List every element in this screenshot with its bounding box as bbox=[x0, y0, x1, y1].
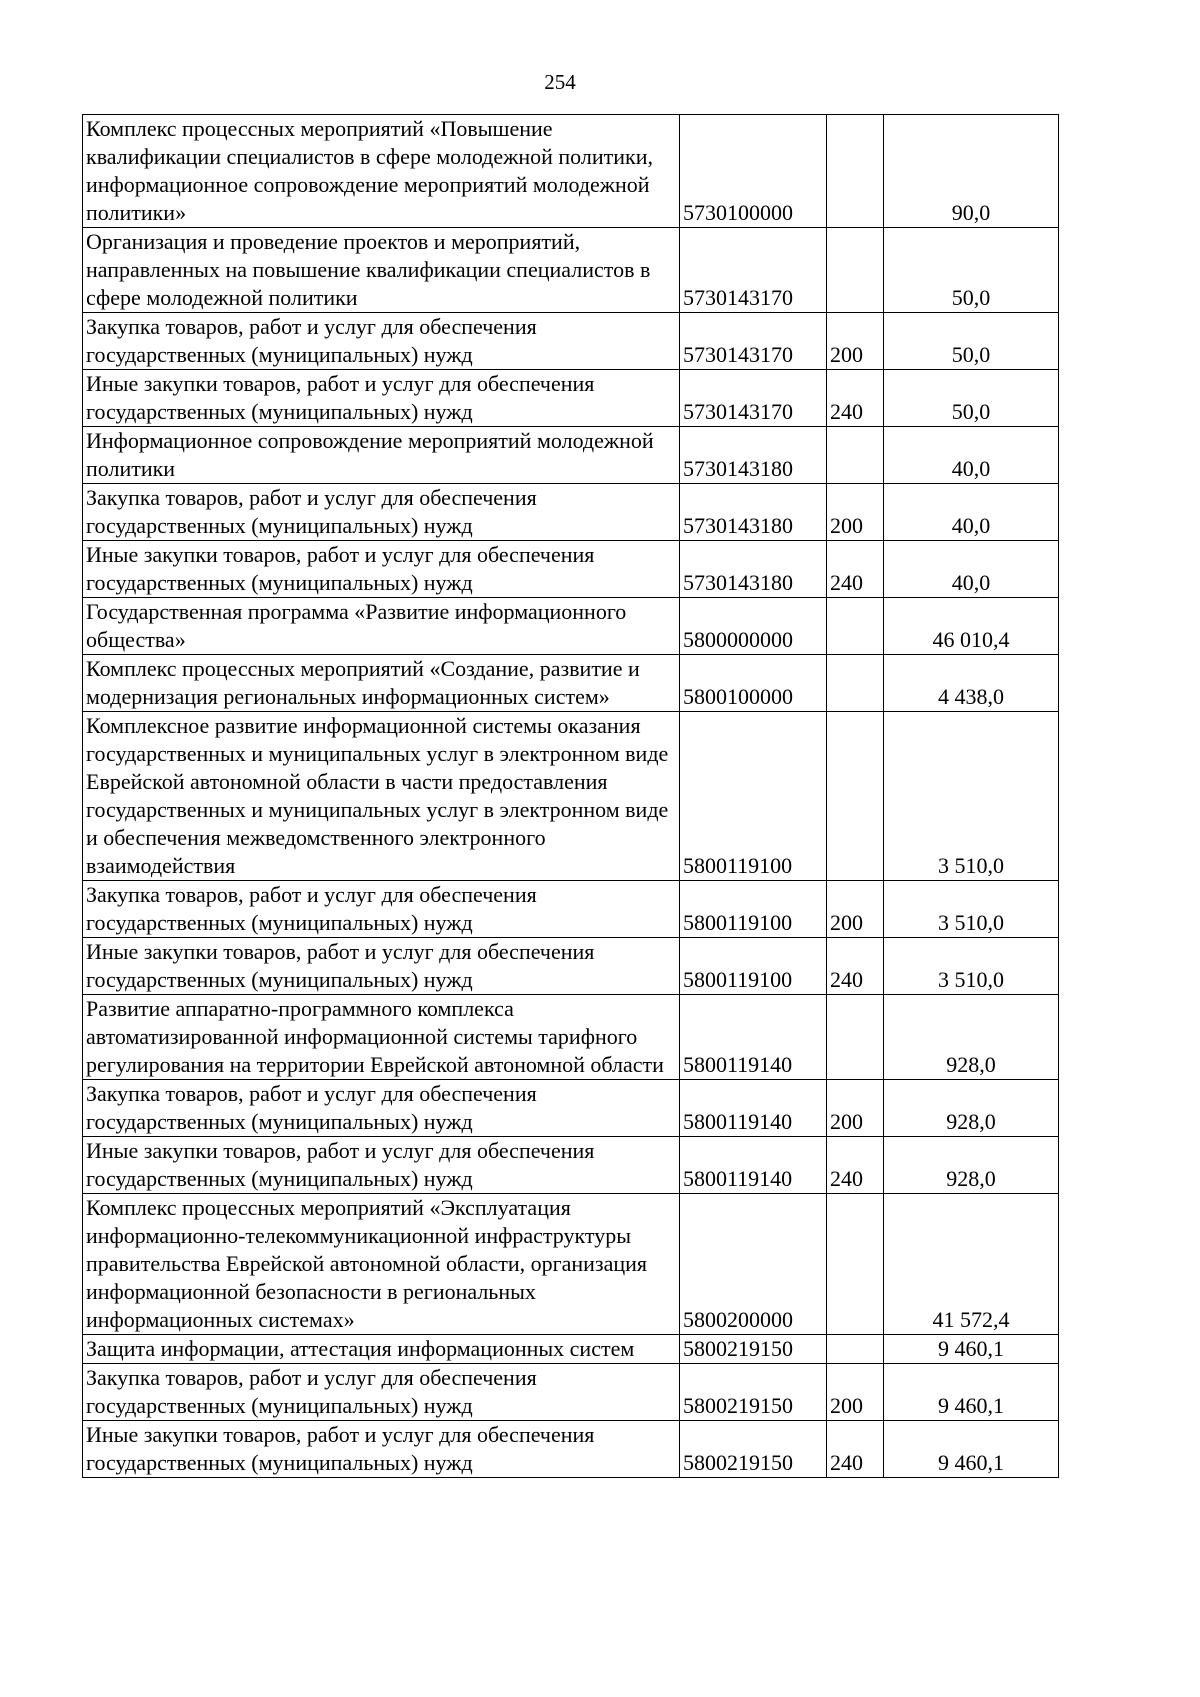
target-code-cell: 5800200000 bbox=[680, 1194, 827, 1335]
expense-type-cell: 200 bbox=[827, 1080, 884, 1137]
target-code-cell: 5800119140 bbox=[680, 1080, 827, 1137]
target-code-cell: 5800119100 bbox=[680, 881, 827, 938]
budget-table-body bbox=[83, 115, 1059, 1478]
item-name-cell: Закупка товаров, работ и услуг для обеспечения государственных (муниципальных) нужд bbox=[83, 881, 680, 938]
amount-cell: 46 010,4 bbox=[884, 598, 1059, 655]
table-row bbox=[83, 370, 1059, 427]
expense-type-cell bbox=[827, 1194, 884, 1335]
table-row bbox=[83, 541, 1059, 598]
expense-type-cell: 240 bbox=[827, 1137, 884, 1194]
amount-cell: 40,0 bbox=[884, 427, 1059, 484]
target-code-cell: 5730100000 bbox=[680, 115, 827, 228]
item-name-cell: Закупка товаров, работ и услуг для обеспечения государственных (муниципальных) нужд bbox=[83, 1080, 680, 1137]
item-name-cell: Иные закупки товаров, работ и услуг для обеспечения государственных (муниципальных) нужд bbox=[83, 370, 680, 427]
expense-type-cell bbox=[827, 712, 884, 881]
expense-type-cell bbox=[827, 427, 884, 484]
target-code-cell: 5800100000 bbox=[680, 655, 827, 712]
amount-cell: 928,0 bbox=[884, 1080, 1059, 1137]
amount-cell: 50,0 bbox=[884, 228, 1059, 313]
table-row bbox=[83, 1421, 1059, 1478]
target-code-cell: 5800000000 bbox=[680, 598, 827, 655]
amount-cell: 40,0 bbox=[884, 484, 1059, 541]
item-name-cell: Закупка товаров, работ и услуг для обеспечения государственных (муниципальных) нужд bbox=[83, 313, 680, 370]
target-code-cell: 5800219150 bbox=[680, 1421, 827, 1478]
amount-cell: 4 438,0 bbox=[884, 655, 1059, 712]
target-code-cell: 5730143180 bbox=[680, 427, 827, 484]
table-row bbox=[83, 655, 1059, 712]
item-name-cell: Информационное сопровождение мероприятий молодежной политики bbox=[83, 427, 680, 484]
expense-type-cell: 200 bbox=[827, 881, 884, 938]
item-name-cell: Комплексное развитие информационной системы оказания государственных и муниципальных услуг в электронном виде Еврейской автономной области в части предоставления государственных и муниципальных услуг в электронном виде и обеспечения межведомственного электронного взаимодействия bbox=[83, 712, 680, 881]
expense-type-cell bbox=[827, 115, 884, 228]
table-row bbox=[83, 427, 1059, 484]
expense-type-cell: 240 bbox=[827, 1421, 884, 1478]
amount-cell: 9 460,1 bbox=[884, 1364, 1059, 1421]
table-row bbox=[83, 484, 1059, 541]
item-name-cell: Закупка товаров, работ и услуг для обеспечения государственных (муниципальных) нужд bbox=[83, 1364, 680, 1421]
table-row bbox=[83, 313, 1059, 370]
target-code-cell: 5800219150 bbox=[680, 1364, 827, 1421]
amount-cell: 41 572,4 bbox=[884, 1194, 1059, 1335]
expense-type-cell bbox=[827, 598, 884, 655]
table-row bbox=[83, 1080, 1059, 1137]
budget-table bbox=[82, 114, 1059, 1478]
item-name-cell: Государственная программа «Развитие информационного общества» bbox=[83, 598, 680, 655]
item-name-cell: Развитие аппаратно-программного комплекса автоматизированной информационной системы тарифного регулирования на территории Еврейской автономной области bbox=[83, 995, 680, 1080]
table-row bbox=[83, 712, 1059, 881]
target-code-cell: 5730143180 bbox=[680, 541, 827, 598]
expense-type-cell: 240 bbox=[827, 370, 884, 427]
expense-type-cell bbox=[827, 995, 884, 1080]
amount-cell: 9 460,1 bbox=[884, 1335, 1059, 1364]
item-name-cell: Комплекс процессных мероприятий «Повышение квалификации специалистов в сфере молодежной политики, информационное сопровождение мероприятий молодежной политики» bbox=[83, 115, 680, 228]
amount-cell: 9 460,1 bbox=[884, 1421, 1059, 1478]
amount-cell: 3 510,0 bbox=[884, 712, 1059, 881]
target-code-cell: 5800219150 bbox=[680, 1335, 827, 1364]
item-name-cell: Иные закупки товаров, работ и услуг для обеспечения государственных (муниципальных) нужд bbox=[83, 1421, 680, 1478]
expense-type-cell: 240 bbox=[827, 541, 884, 598]
table-row bbox=[83, 1335, 1059, 1364]
table-row bbox=[83, 115, 1059, 228]
target-code-cell: 5730143170 bbox=[680, 313, 827, 370]
item-name-cell: Иные закупки товаров, работ и услуг для обеспечения государственных (муниципальных) нужд bbox=[83, 938, 680, 995]
amount-cell: 40,0 bbox=[884, 541, 1059, 598]
item-name-cell: Закупка товаров, работ и услуг для обеспечения государственных (муниципальных) нужд bbox=[83, 484, 680, 541]
table-row bbox=[83, 598, 1059, 655]
item-name-cell: Комплекс процессных мероприятий «Эксплуатация информационно-телекоммуникационной инфраструктуры правительства Еврейской автономной области, организация информационной безопасности в региональных информационных системах» bbox=[83, 1194, 680, 1335]
expense-type-cell bbox=[827, 1335, 884, 1364]
table-row bbox=[83, 938, 1059, 995]
expense-type-cell: 200 bbox=[827, 1364, 884, 1421]
item-name-cell: Комплекс процессных мероприятий «Создание, развитие и модернизация региональных информационных систем» bbox=[83, 655, 680, 712]
expense-type-cell: 240 bbox=[827, 938, 884, 995]
expense-type-cell bbox=[827, 228, 884, 313]
amount-cell: 928,0 bbox=[884, 1137, 1059, 1194]
amount-cell: 928,0 bbox=[884, 995, 1059, 1080]
table-row bbox=[83, 1137, 1059, 1194]
table-row bbox=[83, 881, 1059, 938]
target-code-cell: 5800119100 bbox=[680, 938, 827, 995]
target-code-cell: 5730143180 bbox=[680, 484, 827, 541]
item-name-cell: Иные закупки товаров, работ и услуг для обеспечения государственных (муниципальных) нужд bbox=[83, 541, 680, 598]
amount-cell: 3 510,0 bbox=[884, 938, 1059, 995]
target-code-cell: 5730143170 bbox=[680, 228, 827, 313]
amount-cell: 90,0 bbox=[884, 115, 1059, 228]
expense-type-cell: 200 bbox=[827, 313, 884, 370]
item-name-cell: Организация и проведение проектов и мероприятий, направленных на повышение квалификации специалистов в сфере молодежной политики bbox=[83, 228, 680, 313]
expense-type-cell bbox=[827, 655, 884, 712]
target-code-cell: 5730143170 bbox=[680, 370, 827, 427]
target-code-cell: 5800119140 bbox=[680, 1137, 827, 1194]
page-number: 254 bbox=[544, 70, 576, 94]
amount-cell: 50,0 bbox=[884, 313, 1059, 370]
table-row bbox=[83, 1364, 1059, 1421]
table-row bbox=[83, 995, 1059, 1080]
item-name-cell: Иные закупки товаров, работ и услуг для обеспечения государственных (муниципальных) нужд bbox=[83, 1137, 680, 1194]
item-name-cell: Защита информации, аттестация информационных систем bbox=[83, 1335, 680, 1364]
target-code-cell: 5800119100 bbox=[680, 712, 827, 881]
amount-cell: 50,0 bbox=[884, 370, 1059, 427]
amount-cell: 3 510,0 bbox=[884, 881, 1059, 938]
target-code-cell: 5800119140 bbox=[680, 995, 827, 1080]
table-row bbox=[83, 228, 1059, 313]
table-row bbox=[83, 1194, 1059, 1335]
expense-type-cell: 200 bbox=[827, 484, 884, 541]
